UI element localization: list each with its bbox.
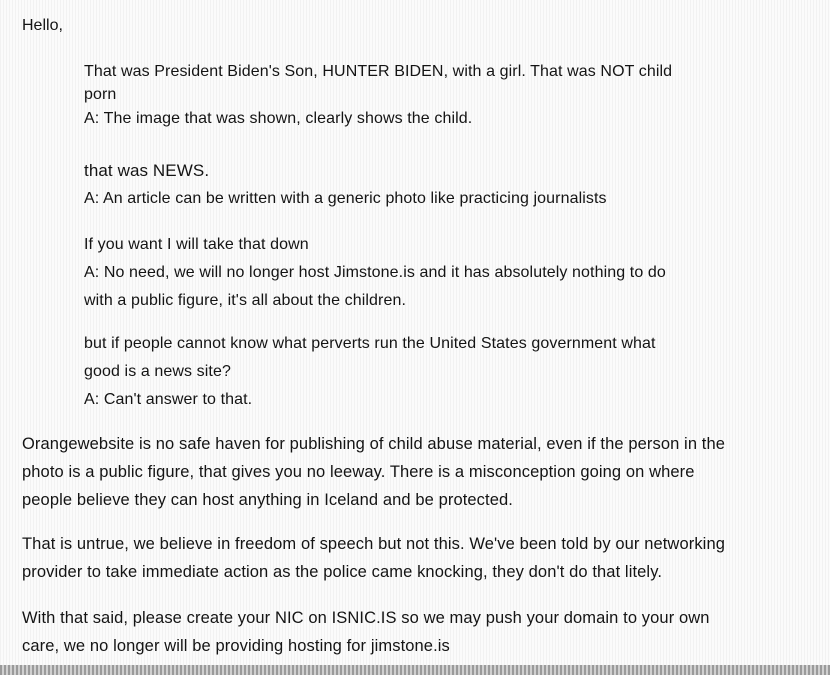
paragraph-line: photo is a public figure, that gives you no leeway. There is a misconception going on where <box>22 463 695 481</box>
qa-block-4 <box>84 330 764 414</box>
paragraph-line: provider to take immediate action as the police came knocking, they don't do that litely. <box>22 563 662 581</box>
paragraph-line: That is untrue, we believe in freedom of speech but not this. We've been told by our networking <box>22 535 725 553</box>
qa-block-3 <box>84 231 764 315</box>
greeting: Hello, <box>22 17 63 34</box>
question-line: That was President Biden's Son, HUNTER BIDEN, with a girl. That was NOT child <box>84 63 673 80</box>
answer-line: A: Can't answer to that. <box>84 391 253 408</box>
answer-line: A: The image that was shown, clearly shows the child. <box>84 110 473 127</box>
question-line: but if people cannot know what perverts run the United States government what <box>84 335 656 352</box>
paragraph-line: care, we no longer will be providing hosting for jimstone.is <box>22 637 450 655</box>
question-line: that was NEWS. <box>84 161 210 180</box>
question-line: porn <box>84 86 117 103</box>
qa-block-1 <box>84 58 764 134</box>
paragraph-1 <box>22 430 822 514</box>
paragraph-3 <box>22 604 822 660</box>
paragraph-2 <box>22 530 822 586</box>
answer-line: A: No need, we will no longer host Jimstone.is and it has absolutely nothing to do <box>84 264 666 281</box>
paragraph-line: Orangewebsite is no safe haven for publishing of child abuse material, even if the person in the <box>22 435 726 453</box>
qa-block-2 <box>84 157 764 213</box>
answer-line: with a public figure, it's all about the children. <box>84 292 407 309</box>
paragraph-line: With that said, please create your NIC on ISNIC.IS so we may push your domain to your own <box>22 609 710 627</box>
question-line: If you want I will take that down <box>84 236 309 253</box>
paragraph-line: people believe they can host anything in Iceland and be protected. <box>22 491 513 509</box>
question-line: good is a news site? <box>84 363 231 380</box>
scan-edge-bar <box>0 665 830 675</box>
answer-line: A: An article can be written with a generic photo like practicing journalists <box>84 190 607 207</box>
